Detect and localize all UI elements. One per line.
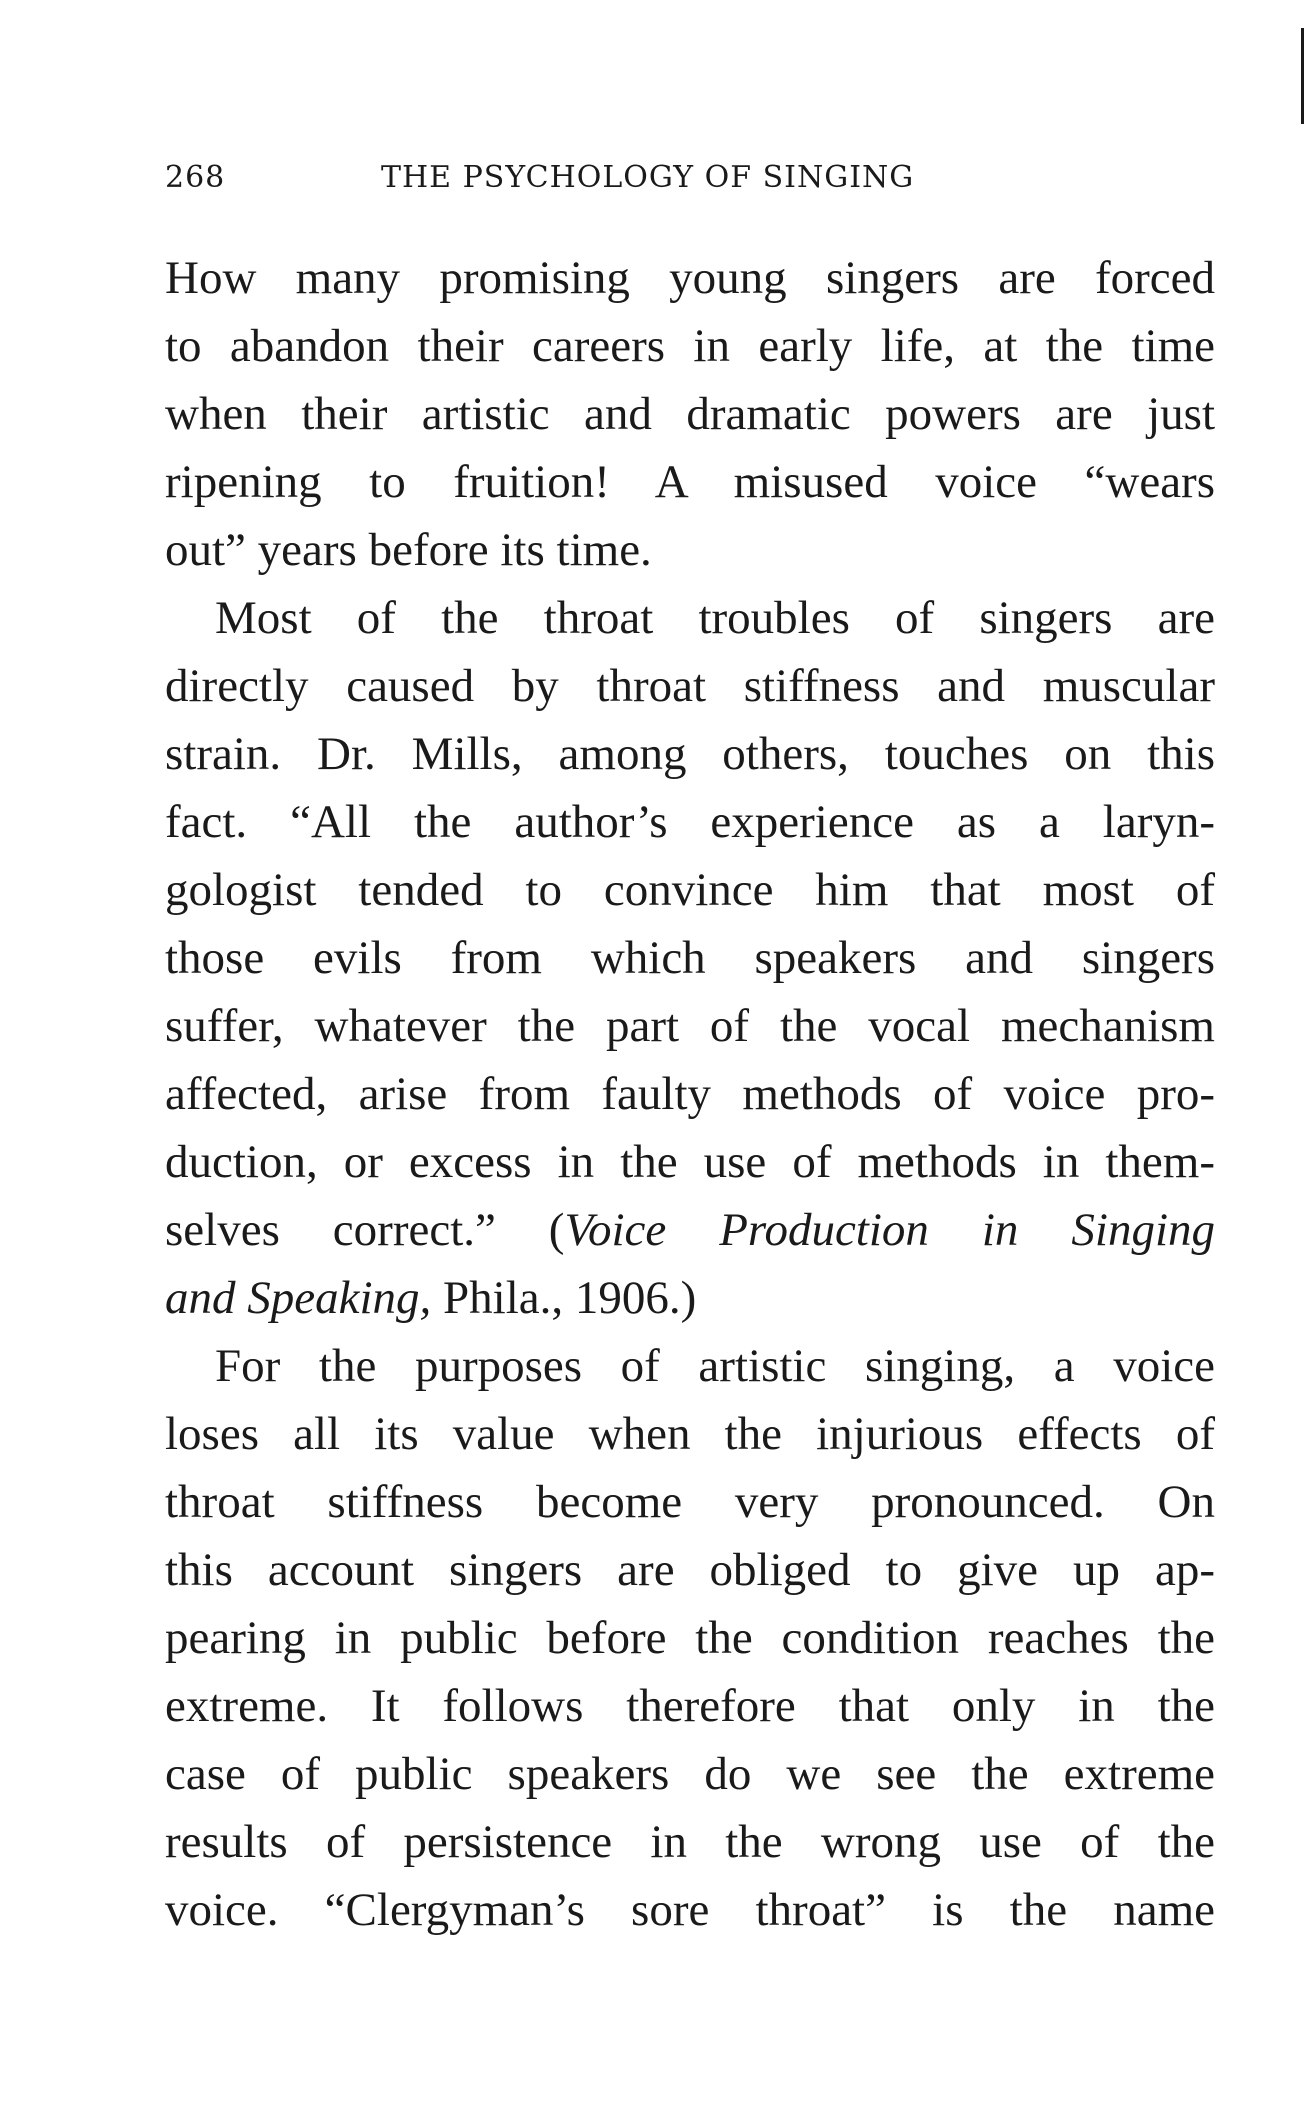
- text-line: to abandon their careers in early life, at the time: [165, 320, 1215, 372]
- text-line: extreme. It follows therefore that only in the: [165, 1680, 1215, 1732]
- text-line: Most of the throat troubles of singers are: [215, 592, 1215, 644]
- paragraph-2: [165, 584, 1215, 1332]
- page-edge-line: [1301, 28, 1304, 124]
- running-head: [165, 160, 1215, 200]
- page-number: 268: [165, 160, 226, 195]
- text-line: For the purposes of artistic singing, a voice: [215, 1340, 1215, 1392]
- text-line: ripening to fruition! A misused voice “wears: [165, 456, 1215, 508]
- text-fragment: Phila., 1906.): [431, 1272, 697, 1324]
- text-line: [165, 1264, 1215, 1332]
- book-title-part: and Speaking,: [165, 1272, 432, 1324]
- text-line: out” years before its time.: [165, 524, 652, 576]
- text-line: when their artistic and dramatic powers are just: [165, 388, 1215, 440]
- paragraph-1: [165, 244, 1215, 584]
- running-title: THE PSYCHOLOGY OF SINGING: [381, 160, 915, 195]
- text-line: suffer, whatever the part of the vocal mechanism: [165, 1000, 1215, 1052]
- text-line: results of persistence in the wrong use of the: [165, 1816, 1215, 1868]
- text-line: loses all its value when the injurious effects of: [165, 1408, 1215, 1460]
- text-line: gologist tended to convince him that most of: [165, 864, 1215, 916]
- book-title-part: Voice Production in Singing: [564, 1204, 1215, 1256]
- body-text: [165, 244, 1215, 1944]
- text-fragment: selves correct.” (: [165, 1204, 565, 1256]
- text-line: this account singers are obliged to give up ap-: [165, 1544, 1215, 1596]
- text-line: voice. “Clergyman’s sore throat” is the name: [165, 1884, 1215, 1936]
- text-line: affected, arise from faulty methods of voice pro-: [165, 1068, 1215, 1120]
- text-line: directly caused by throat stiffness and muscular: [165, 660, 1215, 712]
- text-line: throat stiffness become very pronounced. On: [165, 1476, 1215, 1528]
- text-line: case of public speakers do we see the extreme: [165, 1748, 1215, 1800]
- text-line: duction, or excess in the use of methods in them-: [165, 1136, 1215, 1188]
- text-line: strain. Dr. Mills, among others, touches on this: [165, 728, 1215, 780]
- text-line: pearing in public before the condition reaches the: [165, 1612, 1215, 1664]
- text-line: [165, 1196, 1215, 1264]
- text-line: those evils from which speakers and singers: [165, 932, 1215, 984]
- text-line: How many promising young singers are forced: [165, 252, 1215, 304]
- text-line: fact. “All the author’s experience as a laryn-: [165, 796, 1215, 848]
- paragraph-3: [165, 1332, 1215, 1944]
